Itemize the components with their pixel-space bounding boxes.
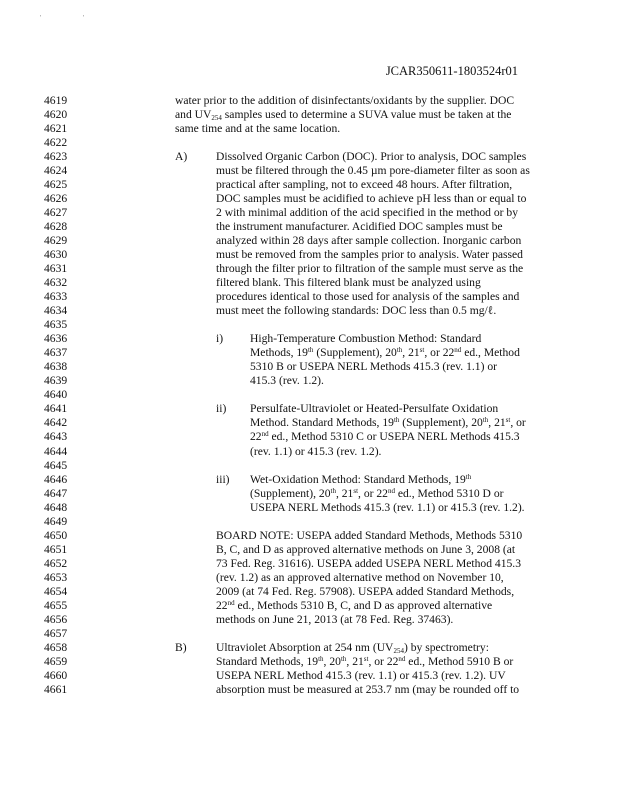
document-line — [0, 515, 618, 529]
document-line — [0, 613, 618, 627]
line-number: 4656 — [44, 612, 68, 626]
list-marker: B) — [175, 640, 187, 654]
document-line — [0, 318, 618, 332]
document-line — [0, 122, 618, 136]
document-line — [0, 374, 618, 388]
line-number: 4655 — [44, 598, 68, 612]
document-line — [0, 388, 618, 402]
line-text: Ultraviolet Absorption at 254 nm $(UV_{254})$ by spectrometry: — [216, 640, 489, 655]
line-number: 4636 — [44, 332, 68, 346]
document-line — [0, 262, 618, 276]
line-number: 4628 — [44, 220, 68, 234]
document-line — [0, 290, 618, 304]
document-line — [0, 402, 618, 416]
line-text: through the filter prior to filtration of the sample must serve as the — [216, 262, 524, 276]
line-text: Persulfate-Ultraviolet or Heated-Persulfate Oxidation — [250, 402, 499, 416]
document-line — [0, 459, 618, 473]
line-number: 4629 — [44, 234, 68, 248]
document-line — [0, 304, 618, 318]
line-text: 5310 B or USEPA NERL Methods 415.3 (rev. 1.1) or — [250, 360, 498, 374]
document-line — [0, 136, 618, 150]
document-line — [0, 332, 618, 346]
line-text: USEPA NERL Methods 415.3 (rev. 1.1) or 415.3 (rev. 1.2). — [250, 500, 525, 514]
line-number: 4652 — [44, 556, 68, 570]
document-line — [0, 430, 618, 444]
line-number: 4624 — [44, 164, 68, 178]
line-text: Wet-Oxidation Method: Standard Methods, 19th — [250, 472, 472, 486]
line-text: absorption must be measured at 253.7 nm (may be rounded off to — [216, 682, 520, 696]
line-text: must meet the following standards: DOC less than 0.5 mg/ℓ. — [216, 304, 497, 318]
line-number: 4630 — [44, 248, 68, 262]
line-number: 4659 — [44, 654, 68, 668]
line-text: the instrument manufacturer. Acidified DOC samples must be — [216, 220, 503, 234]
document-line — [0, 94, 618, 108]
document-line — [0, 641, 618, 655]
line-number: 4648 — [44, 500, 68, 514]
line-number: 4650 — [44, 528, 68, 542]
document-line — [0, 585, 618, 599]
document-line — [0, 192, 618, 206]
line-text: BOARD NOTE: USEPA added Standard Methods, Methods 5310 — [216, 528, 523, 542]
line-text: Standard Methods, 19th, 20th, 21st, or 22nd ed., Method 5910 B or — [216, 654, 514, 668]
line-number: 4622 — [44, 136, 68, 150]
line-text: 22nd ed., Method 5310 C or USEPA NERL Methods 415.3 — [250, 430, 520, 444]
line-number: 4620 — [44, 108, 68, 122]
line-text: 2 with minimal addition of the acid specified in the method or by — [216, 206, 519, 220]
document-line — [0, 529, 618, 543]
line-number: 4642 — [44, 416, 68, 430]
line-text: Methods, 19th (Supplement), 20th, 21st, or 22nd ed., Method — [250, 346, 520, 360]
line-number: 4626 — [44, 192, 68, 206]
line-text: (rev. 1.1) or 415.3 (rev. 1.2). — [250, 444, 382, 458]
document-line — [0, 178, 618, 192]
list-marker: iii) — [216, 472, 230, 486]
line-text: 415.3 (rev. 1.2). — [250, 374, 324, 388]
line-text: methods on June 21, 2013 (at 78 Fed. Reg. 37463). — [216, 612, 454, 626]
document-line — [0, 487, 618, 501]
line-text: practical after sampling, not to exceed 48 hours. After filtration, — [216, 178, 513, 192]
line-number: 4657 — [44, 626, 68, 640]
line-number: 4625 — [44, 178, 68, 192]
line-number: 4649 — [44, 514, 68, 528]
line-text: (Supplement), 20th, 21st, or 22nd ed., Method 5310 D or — [250, 486, 504, 500]
document-line — [0, 571, 618, 585]
line-number: 4639 — [44, 374, 68, 388]
list-marker: i) — [216, 332, 224, 346]
line-number: 4638 — [44, 360, 68, 374]
line-text: 73 Fed. Reg. 31616). USEPA added USEPA NERL Method 415.3 — [216, 556, 521, 570]
document-line — [0, 276, 618, 290]
document-line — [0, 655, 618, 669]
document-line — [0, 669, 618, 683]
line-number: 4661 — [44, 682, 68, 696]
line-number: 4651 — [44, 542, 68, 556]
document-line — [0, 627, 618, 641]
line-number: 4633 — [44, 290, 68, 304]
line-number: 4643 — [44, 430, 68, 444]
document-line — [0, 360, 618, 374]
line-number: 4623 — [44, 150, 68, 164]
line-number: 4653 — [44, 570, 68, 584]
line-number: 4621 — [44, 122, 68, 136]
document-line — [0, 557, 618, 571]
document-line — [0, 108, 618, 122]
document-line — [0, 473, 618, 487]
line-text: same time and at the same location. — [175, 122, 341, 136]
document-line — [0, 150, 618, 164]
line-text: filtered blank. This filtered blank must be analyzed using — [216, 276, 481, 290]
line-number: 4660 — [44, 668, 68, 682]
line-number: 4654 — [44, 584, 68, 598]
document-line — [0, 206, 618, 220]
document-line — [0, 543, 618, 557]
line-text: 22nd ed., Methods 5310 B, C, and D as approved alternative — [216, 598, 493, 612]
line-text: must be removed from the samples prior to analysis. Water passed — [216, 248, 523, 262]
line-number: 4634 — [44, 304, 68, 318]
line-text: High-Temperature Combustion Method: Standard — [250, 332, 482, 346]
line-text: (rev. 1.2) as an approved alternative method on November 10, — [216, 570, 504, 584]
line-text: Dissolved Organic Carbon (DOC). Prior to analysis, DOC samples — [216, 150, 527, 164]
line-number: 4627 — [44, 206, 68, 220]
document-line — [0, 220, 618, 234]
list-marker: A) — [175, 150, 188, 164]
line-number: 4647 — [44, 486, 68, 500]
line-number: 4644 — [44, 444, 68, 458]
document-line — [0, 346, 618, 360]
line-text: Method. Standard Methods, 19th (Supplement), 20th, 21st, or — [250, 416, 526, 430]
line-text: USEPA NERL Method 415.3 (rev. 1.1) or 415.3 (rev. 1.2). UV — [216, 668, 506, 682]
document-header-id: JCAR350611-1803524r01 — [385, 64, 518, 78]
line-number: 4658 — [44, 640, 68, 654]
line-number: 4619 — [44, 94, 68, 107]
line-number: 4637 — [44, 346, 68, 360]
line-number: 4632 — [44, 276, 68, 290]
line-text: and $UV_{254}$ samples used to determine a SUVA value must be taken at the — [175, 108, 512, 123]
document-line — [0, 234, 618, 248]
line-text: DOC samples must be acidified to achieve pH less than or equal to — [216, 192, 527, 206]
document-line — [0, 501, 618, 515]
line-text: B, C, and D as approved alternative methods on June 3, 2008 (at — [216, 542, 516, 556]
document-line — [0, 599, 618, 613]
document-line — [0, 683, 618, 697]
line-number: 4640 — [44, 388, 68, 402]
line-text: 2009 (at 74 Fed. Reg. 57908). USEPA added Standard Methods, — [216, 584, 515, 598]
line-number: 4645 — [44, 458, 68, 472]
list-marker: ii) — [216, 402, 227, 416]
line-text: water prior to the addition of disinfectants/oxidants by the supplier. DOC — [175, 94, 515, 107]
line-number: 4631 — [44, 262, 68, 276]
document-line — [0, 248, 618, 262]
line-number: 4635 — [44, 318, 68, 332]
document-line — [0, 445, 618, 459]
line-text: must be filtered through the 0.45 µm pore-diameter filter as soon as — [216, 164, 530, 178]
line-number: 4641 — [44, 402, 68, 416]
line-text: analyzed within 28 days after sample collection. Inorganic carbon — [216, 234, 522, 248]
corner-ticks: ' ' — [40, 14, 105, 22]
line-text: procedures identical to those used for analysis of the samples and — [216, 290, 520, 304]
document-line — [0, 416, 618, 430]
line-number: 4646 — [44, 472, 68, 486]
document-line — [0, 164, 618, 178]
